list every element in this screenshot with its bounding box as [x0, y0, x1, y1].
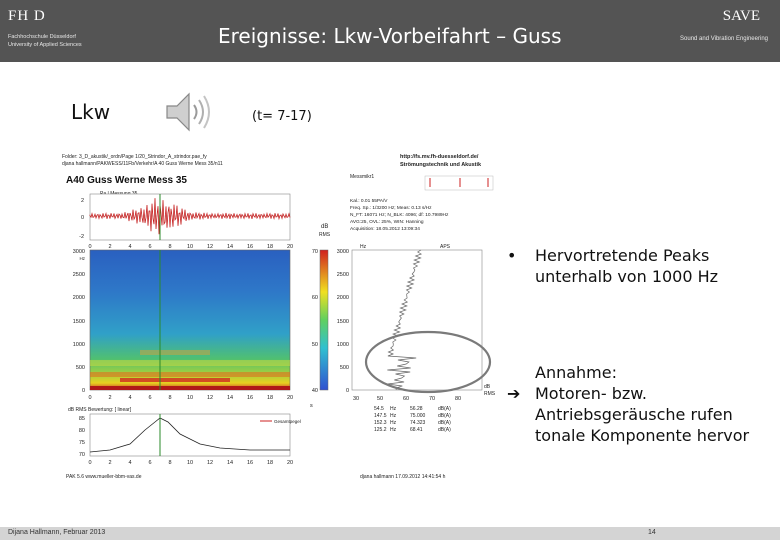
svg-text:Hz: Hz — [390, 406, 397, 412]
svg-text:16: 16 — [246, 395, 254, 401]
time-signal-panel — [79, 194, 290, 240]
svg-text:500: 500 — [75, 365, 85, 371]
svg-text:dB(A): dB(A) — [438, 406, 451, 412]
svg-text:1500: 1500 — [336, 319, 349, 325]
plot-title: A40 Guss Werne Mess 35 — [66, 175, 187, 186]
svg-text:10: 10 — [186, 395, 194, 401]
svg-text:3000: 3000 — [72, 249, 85, 255]
svg-text:2500: 2500 — [336, 272, 349, 278]
page-number: 14 — [648, 529, 656, 536]
institute-url: http://fs.mv.fh-duesseldorf.de/ — [400, 154, 479, 160]
svg-text:70: 70 — [311, 249, 318, 255]
svg-text:dB(A): dB(A) — [438, 413, 451, 419]
bullet-peaks: • Hervortretende Peaks unterhalb von 1000 Hz — [507, 246, 719, 286]
analysis-figure — [60, 150, 500, 484]
svg-text:2500: 2500 — [72, 272, 85, 278]
svg-text:14: 14 — [226, 244, 234, 250]
svg-text:2: 2 — [108, 460, 112, 466]
svg-text:2000: 2000 — [72, 295, 85, 301]
svg-text:0: 0 — [88, 460, 92, 466]
pak-footer: PAK 5.6 www.mueller-bbm-vas.de — [66, 474, 142, 480]
svg-text:4: 4 — [128, 460, 132, 466]
svg-text:75: 75 — [78, 440, 85, 446]
lkw-label: Lkw — [71, 100, 111, 124]
svg-text:16: 16 — [246, 460, 254, 466]
svg-text:Hz: Hz — [360, 244, 367, 250]
speaker-icon[interactable] — [163, 88, 213, 136]
svg-text:0: 0 — [88, 395, 92, 401]
svg-text:Hz: Hz — [390, 427, 397, 433]
svg-text:0: 0 — [345, 388, 349, 394]
svg-text:Hz: Hz — [79, 256, 85, 261]
svg-text:RMS: RMS — [484, 391, 496, 397]
svg-text:dB RMS Bewertung: [ linear]: dB RMS Bewertung: [ linear] — [68, 407, 132, 413]
university-name-en: University of Applied Sciences — [8, 42, 82, 48]
slide-title: Ereignisse: Lkw-Vorbeifahrt – Guss — [218, 24, 562, 48]
file-path-2: djana hallmann/PAKWESS/11Fb/Verkehr/A 40 Guss Werne Mess 35/n11 — [62, 161, 223, 167]
svg-text:8: 8 — [168, 460, 172, 466]
svg-text:6: 6 — [148, 395, 152, 401]
svg-text:3000: 3000 — [336, 249, 349, 255]
slide-header — [0, 0, 780, 62]
svg-text:AVG:25, OVL: 25%, WIN: Hanning: AVG:25, OVL: 25%, WIN: Hanning — [350, 220, 424, 225]
svg-text:152.3: 152.3 — [374, 420, 387, 426]
svg-text:6: 6 — [148, 460, 152, 466]
spec-yticks — [73, 249, 86, 394]
svg-text:85: 85 — [78, 416, 85, 422]
svg-text:0: 0 — [81, 388, 85, 394]
peak-table — [374, 406, 451, 433]
annahme-block: Annahme: ➔ Motoren- bzw. Antriebsgeräusche rufen tonale Komponente hervor — [507, 363, 750, 445]
svg-text:4: 4 — [128, 395, 132, 401]
svg-text:0: 0 — [88, 244, 92, 250]
svg-text:50: 50 — [311, 342, 318, 348]
svg-text:20: 20 — [286, 460, 294, 466]
svg-text:12: 12 — [206, 395, 214, 401]
svg-text:70: 70 — [78, 452, 85, 458]
svg-text:dB: dB — [484, 384, 491, 390]
svg-text:147.5: 147.5 — [374, 413, 387, 419]
fh-logo-mini — [425, 176, 493, 190]
level-xticks — [88, 460, 293, 466]
svg-text:54.5: 54.5 — [374, 406, 384, 412]
svg-text:500: 500 — [339, 365, 349, 371]
svg-text:1500: 1500 — [72, 319, 85, 325]
svg-text:6: 6 — [148, 244, 152, 250]
file-path: Folder: 3_D_akustik/_ordn/Page 1/20_Strindor_A_strindor.pae_fy — [62, 154, 207, 160]
author-date: Dijana Hallmann, Februar 2013 — [8, 529, 106, 536]
svg-text:30: 30 — [352, 396, 360, 402]
bullet-marker: • — [507, 246, 517, 265]
svg-text:dB(A): dB(A) — [438, 427, 451, 433]
svg-text:56.28: 56.28 — [410, 406, 423, 412]
svg-text:Freq. Sp.: 1/3200 Hz; Meas: 0.: Freq. Sp.: 1/3200 Hz; Meas: 0.13 s/Hz — [350, 206, 432, 211]
colorbar — [312, 224, 331, 394]
svg-text:4: 4 — [128, 244, 132, 250]
svg-text:20: 20 — [286, 395, 294, 401]
svg-text:Gesamtpegel: Gesamtpegel — [274, 419, 301, 424]
level-panel — [68, 407, 301, 458]
svg-text:8: 8 — [168, 395, 172, 401]
plot-author-date: djana hallmann 17.09.2012 14:41:54 h — [360, 474, 446, 480]
svg-text:dB: dB — [321, 224, 329, 230]
svg-text:0: 0 — [80, 215, 84, 221]
svg-text:1000: 1000 — [336, 342, 349, 348]
svg-text:8: 8 — [168, 244, 172, 250]
svg-text:2000: 2000 — [336, 295, 349, 301]
svg-text:2: 2 — [80, 198, 84, 204]
svg-text:2: 2 — [108, 395, 112, 401]
svg-text:68.41: 68.41 — [410, 427, 423, 433]
svg-text:50: 50 — [376, 396, 384, 402]
svg-text:70: 70 — [428, 396, 436, 402]
svg-text:40: 40 — [311, 388, 318, 394]
ts-xticks — [88, 244, 293, 250]
svg-text:18: 18 — [266, 460, 274, 466]
svg-text:12: 12 — [206, 460, 214, 466]
svg-text:Hz: Hz — [390, 420, 397, 426]
svg-text:Acquisition: 18.05.2012 13:09:: Acquisition: 18.05.2012 13:09:34 — [350, 227, 420, 232]
slide-footer — [0, 527, 780, 540]
svg-text:dB(A): dB(A) — [438, 420, 451, 426]
fhd-logo: FH D — [8, 8, 46, 24]
svg-text:1000: 1000 — [72, 342, 85, 348]
svg-text:Kal.: 0.01 55PA/V: Kal.: 0.01 55PA/V — [350, 199, 388, 204]
save-logo: SAVE — [722, 8, 760, 24]
svg-text:-2: -2 — [79, 234, 84, 240]
svg-text:75.000: 75.000 — [410, 413, 426, 419]
svg-text:10: 10 — [186, 460, 194, 466]
svg-text:80: 80 — [78, 428, 85, 434]
svg-text:Hz: Hz — [390, 413, 397, 419]
time-range: (t= 7-17) — [252, 109, 312, 124]
svg-text:14: 14 — [226, 395, 234, 401]
svg-text:10: 10 — [186, 244, 194, 250]
svg-text:12: 12 — [206, 244, 214, 250]
svg-text:14: 14 — [226, 460, 234, 466]
aps-panel — [337, 244, 496, 402]
svg-text:20: 20 — [286, 244, 294, 250]
arrow-right-icon: ➔ — [507, 384, 521, 403]
svg-text:18: 18 — [266, 395, 274, 401]
svg-text:80: 80 — [454, 396, 462, 402]
svg-text:16: 16 — [246, 244, 254, 250]
university-name-de: Fachhochschule Düsseldorf — [8, 34, 76, 40]
svg-text:N_FT: 16071 Hz; N_BLK: 4096; d: N_FT: 16071 Hz; N_BLK: 4096; df: 10.7989Hz — [350, 213, 449, 218]
svg-text:60: 60 — [402, 396, 410, 402]
mic-label: Messmikr1 — [350, 174, 375, 180]
svg-text:60: 60 — [311, 295, 318, 301]
institute-name: Strömungstechnik und Akustik — [400, 162, 482, 168]
svg-text:125.2: 125.2 — [374, 427, 387, 433]
spectrogram — [90, 250, 290, 390]
svg-text:2: 2 — [108, 244, 112, 250]
svg-text:APS: APS — [440, 244, 451, 250]
save-subtitle: Sound and Vibration Engineering — [680, 36, 768, 42]
svg-text:RMS: RMS — [319, 232, 331, 238]
measurement-info — [350, 198, 449, 232]
svg-text:18: 18 — [266, 244, 274, 250]
svg-text:s: s — [310, 403, 313, 409]
svg-text:74.323: 74.323 — [410, 420, 426, 426]
